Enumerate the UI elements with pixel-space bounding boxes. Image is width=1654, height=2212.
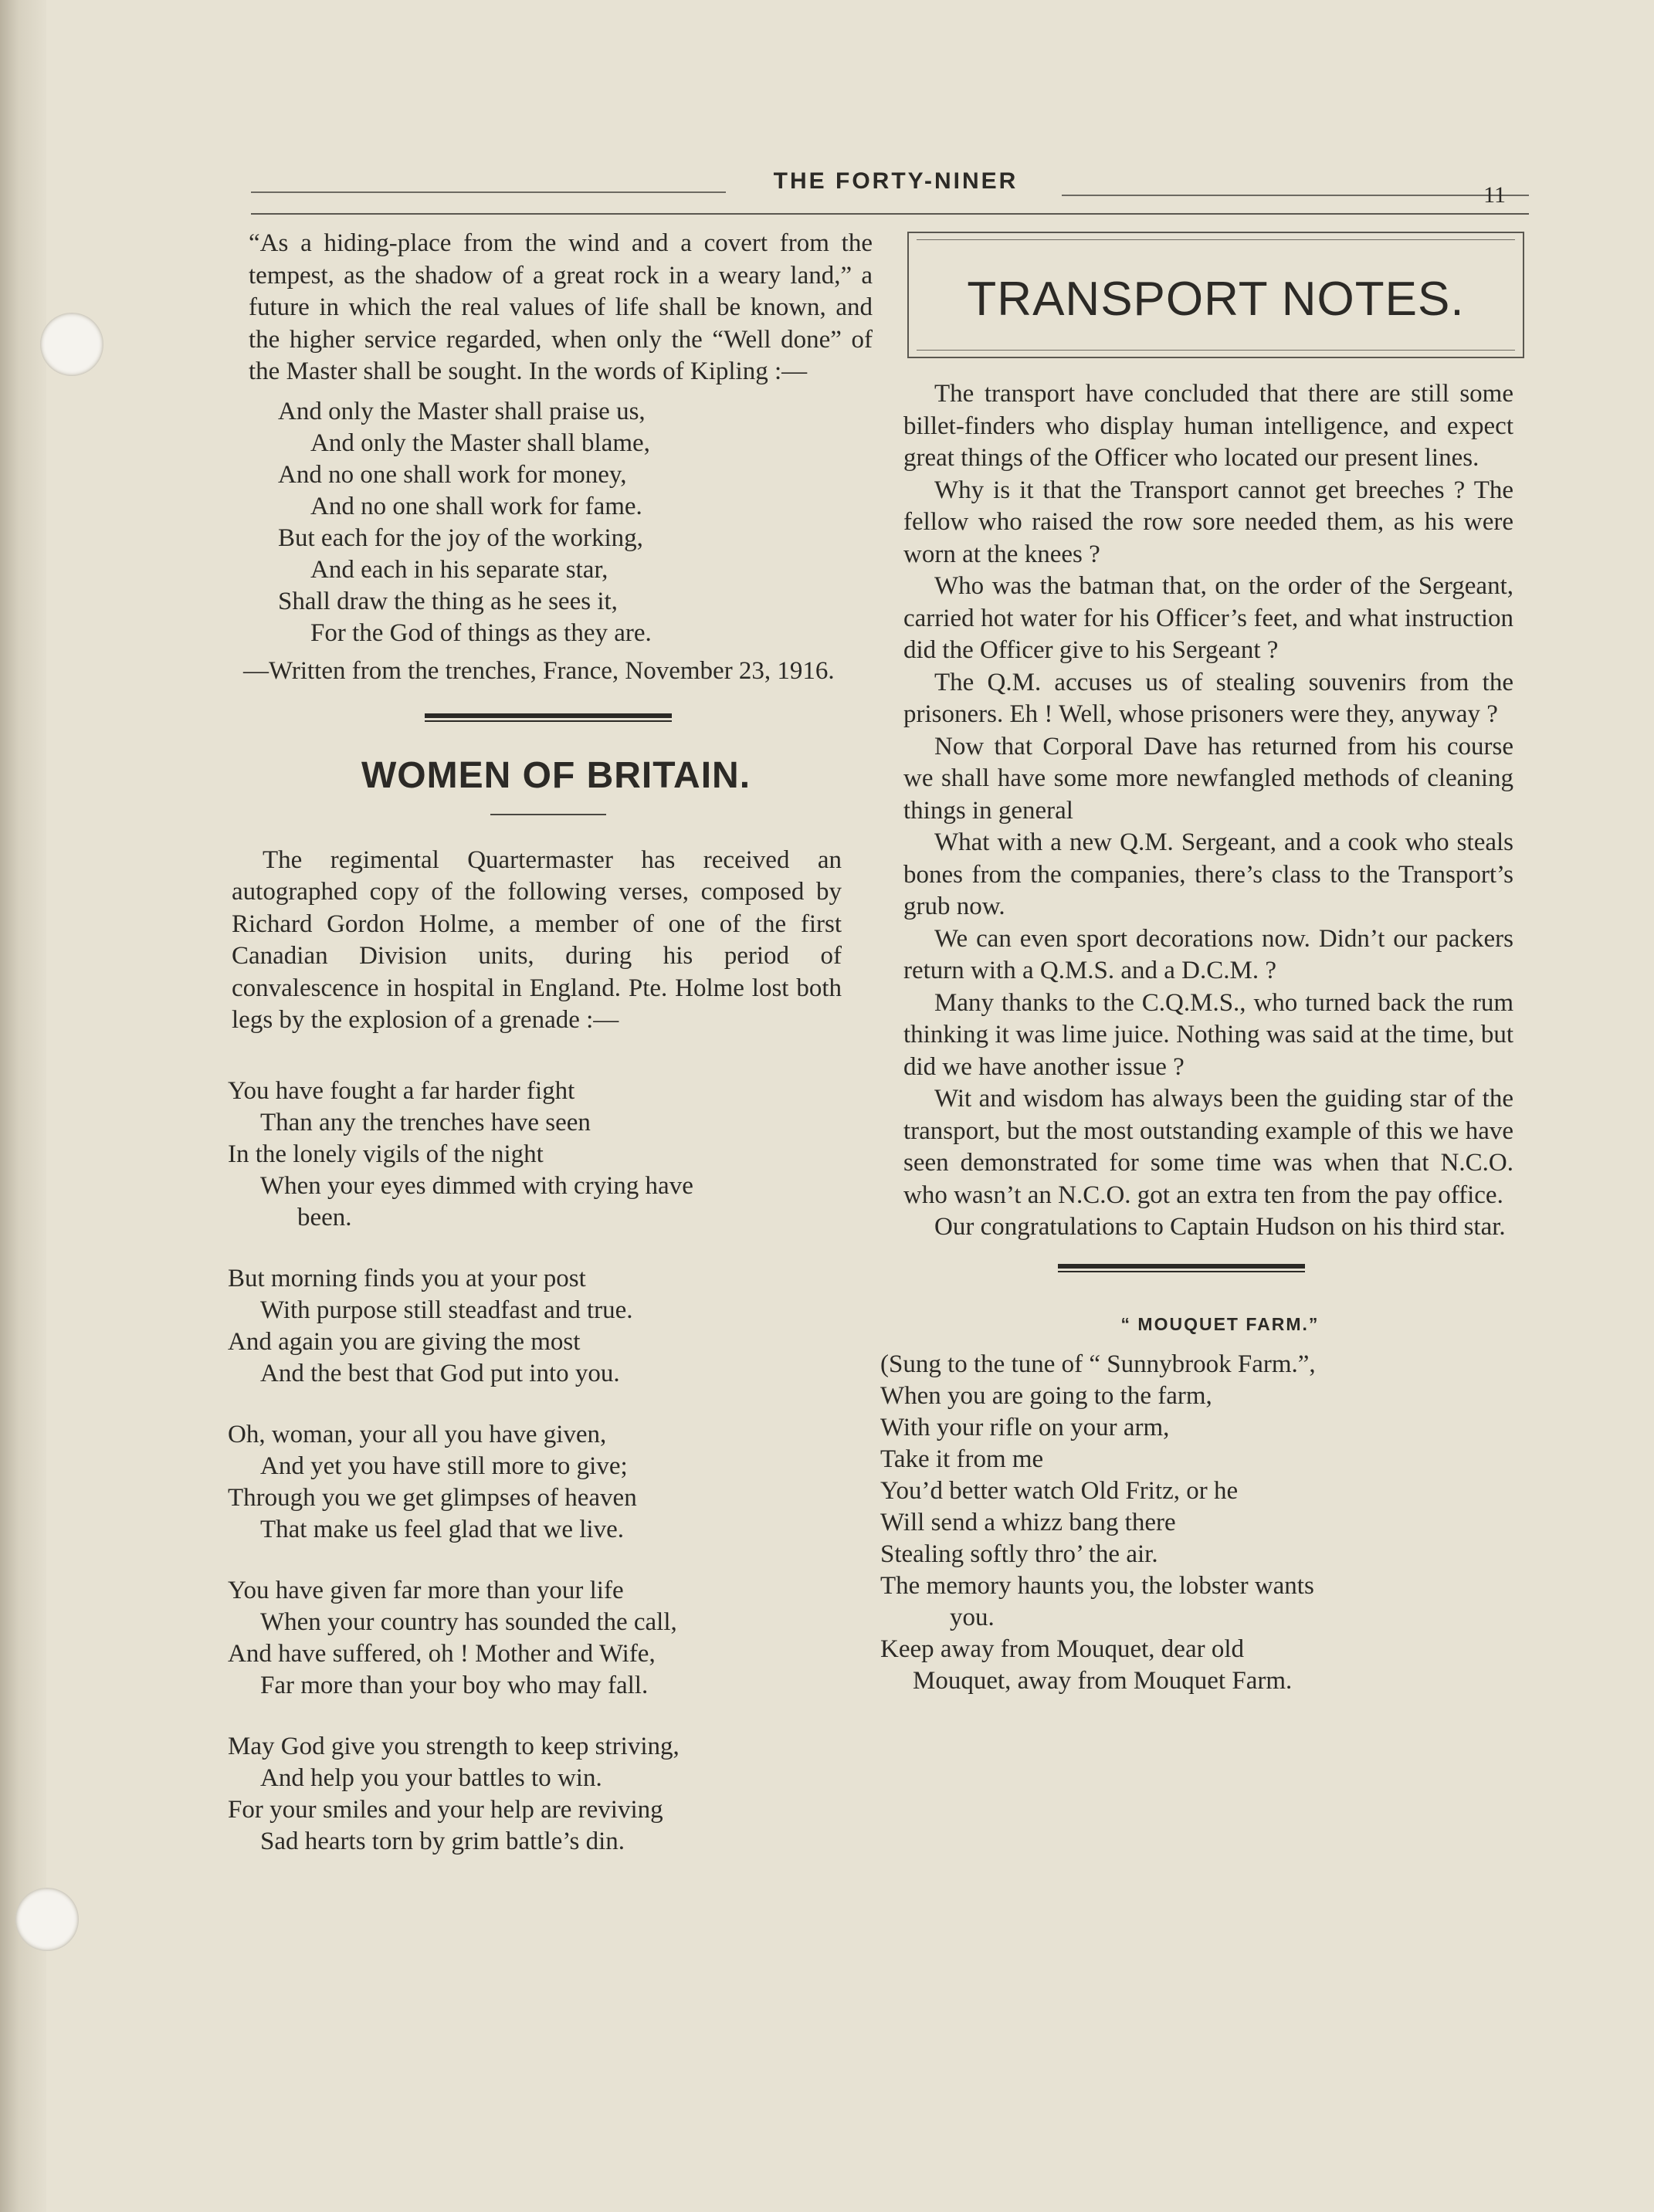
poem-line: That make us feel glad that we live.: [260, 1515, 624, 1543]
poem-line: When your country has sounded the call,: [260, 1607, 677, 1636]
poem-line: When your eyes dimmed with crying have: [260, 1171, 693, 1200]
poem-line: But morning finds you at your post: [228, 1264, 586, 1292]
binding-edge: [0, 0, 46, 2212]
poem-stanza: [228, 1419, 873, 1546]
note-paragraph: Our congratulations to Captain Hudson on his third star.: [934, 1213, 1506, 1241]
verse-line: And no one shall work for fame.: [310, 492, 642, 520]
poem-line: For your smiles and your help are reviving: [228, 1795, 663, 1824]
note-paragraph: Wit and wisdom has always been the guiding star of the transport, but the most outstanding example of this we have seen demonstrated for some time was when that N.C.O. who wasn’t an N.C.O. got an extra ten from the pay office.: [903, 1085, 1513, 1209]
poem-line: May God give you strength to keep striving,: [228, 1732, 680, 1760]
signature-line: —Written from the trenches, France, November 23, 1916.: [243, 656, 835, 685]
note-paragraph: We can even sport decorations now. Didn’t our packers return with a Q.M.S. and a D.C.M. ?: [903, 924, 1513, 984]
note-paragraph: What with a new Q.M. Sergeant, and a cook who steals bones from the companies, there’s class to the Transport’s grub now.: [903, 828, 1513, 920]
poem-line: With purpose still steadfast and true.: [260, 1296, 633, 1324]
mouquet-farm-song: [880, 1349, 1529, 1697]
note-paragraph: The transport have concluded that there are still some billet-finders who display human intelligence, and expect great things of the Officer who located our present lines.: [903, 380, 1513, 472]
right-column: [880, 232, 1529, 1697]
title-underline: [490, 814, 606, 815]
transport-notes: [880, 378, 1529, 1244]
poem-line: Sad hearts torn by grim battle’s din.: [260, 1827, 625, 1855]
kipling-verse: [208, 396, 873, 649]
song-line: Stealing softly thro’ the air.: [880, 1540, 1158, 1568]
poem-line: In the lonely vigils of the night: [228, 1140, 544, 1168]
poem-line: Oh, woman, your all you have given,: [228, 1420, 607, 1448]
mouquet-farm-title: “ MOUQUET FARM.”: [1120, 1313, 1320, 1334]
note-paragraph: The Q.M. accuses us of stealing souvenirs from the prisoners. Eh ! Well, whose prisoners were they, anyway ?: [903, 668, 1513, 728]
song-line: With your rifle on your arm,: [880, 1413, 1170, 1441]
poem-line: And have suffered, oh ! Mother and Wife,: [228, 1639, 656, 1668]
poem-line: Far more than your boy who may fall.: [260, 1671, 649, 1699]
page-header: [251, 168, 1529, 222]
song-line: You’d better watch Old Fritz, or he: [880, 1476, 1239, 1505]
women-poem: [208, 1076, 873, 1858]
note-paragraph: Who was the batman that, on the order of the Sergeant, carried hot water for his Officer’s feet, and what instruction did the Officer give to his Sergeant ?: [903, 572, 1513, 664]
verse-line: For the God of things as they are.: [310, 618, 652, 647]
song-subtitle: (Sung to the tune of “ Sunnybrook Farm.”,: [880, 1350, 1316, 1378]
verse-line: And only the Master shall praise us,: [278, 397, 646, 425]
punch-hole-top: [40, 313, 103, 376]
poem-line: been.: [297, 1203, 352, 1231]
song-line: Will send a whizz bang there: [880, 1508, 1176, 1536]
song-line: Mouquet, away from Mouquet Farm.: [913, 1666, 1293, 1695]
song-line: The memory haunts you, the lobster wants: [880, 1571, 1314, 1600]
poem-line: Through you we get glimpses of heaven: [228, 1483, 637, 1512]
verse-line: And only the Master shall blame,: [310, 429, 650, 457]
transport-notes-title-box: [907, 232, 1524, 358]
section-divider: [425, 713, 672, 722]
note-paragraph: Why is it that the Transport cannot get breeches ? The fellow who raised the row sore needed them, as his were worn at the knees ?: [903, 476, 1513, 568]
intro-paragraph: “As a hiding-place from the wind and a covert from the tempest, as the shadow of a great rock in a weary land,” a future in which the real values of life shall be known, and the higher service regarded, when only the “Well done” of the Master shall be sought. In the words of Kipling :—: [249, 229, 873, 385]
header-rule-right: [1062, 195, 1529, 196]
note-paragraph: Now that Corporal Dave has returned from his course we shall have some more newfangled methods of cleaning things in general: [903, 732, 1513, 825]
verse-line: And no one shall work for money,: [278, 460, 627, 489]
poem-line: Than any the trenches have seen: [260, 1108, 591, 1136]
publication-title: THE FORTY-NINER: [773, 168, 1018, 194]
song-line: Keep away from Mouquet, dear old: [880, 1634, 1245, 1663]
section-divider: [1058, 1264, 1305, 1272]
left-column: [208, 228, 873, 1887]
poem-line: And the best that God put into you.: [260, 1359, 620, 1387]
poem-line: And again you are giving the most: [228, 1327, 581, 1356]
poem-stanza: [228, 1575, 873, 1702]
header-rule: [251, 213, 1529, 215]
verse-line: But each for the joy of the working,: [278, 523, 643, 552]
song-line: you.: [950, 1603, 995, 1631]
poem-stanza: [228, 1263, 873, 1390]
women-of-britain-title: WOMEN OF BRITAIN.: [361, 754, 751, 796]
women-intro-paragraph: The regimental Quartermaster has received an autographed copy of the following verses, composed by Richard Gordon Holme, a member of one of the first Canadian Division units, during his period of convalescence in hospital in England. Pte. Holme lost both legs by the explosion of a grenade :—: [232, 845, 842, 1034]
header-rule-left: [251, 191, 726, 193]
poem-line: You have fought a far harder fight: [228, 1076, 575, 1105]
verse-line: Shall draw the thing as he sees it,: [278, 587, 618, 615]
poem-stanza: [228, 1076, 873, 1234]
punch-hole-bottom: [15, 1888, 79, 1951]
note-paragraph: Many thanks to the C.Q.M.S., who turned back the rum thinking it was lime juice. Nothing was said at the time, but did we have another issue ?: [903, 988, 1513, 1081]
poem-line: And yet you have still more to give;: [260, 1452, 628, 1480]
poem-line: You have given far more than your life: [228, 1576, 624, 1604]
poem-line: And help you your battles to win.: [260, 1763, 602, 1792]
song-line: Take it from me: [880, 1445, 1044, 1473]
page-number: 11: [1483, 182, 1506, 208]
transport-notes-title: TRANSPORT NOTES.: [967, 273, 1465, 326]
song-line: When you are going to the farm,: [880, 1381, 1212, 1410]
verse-line: And each in his separate star,: [310, 555, 608, 584]
poem-stanza: [228, 1731, 873, 1858]
